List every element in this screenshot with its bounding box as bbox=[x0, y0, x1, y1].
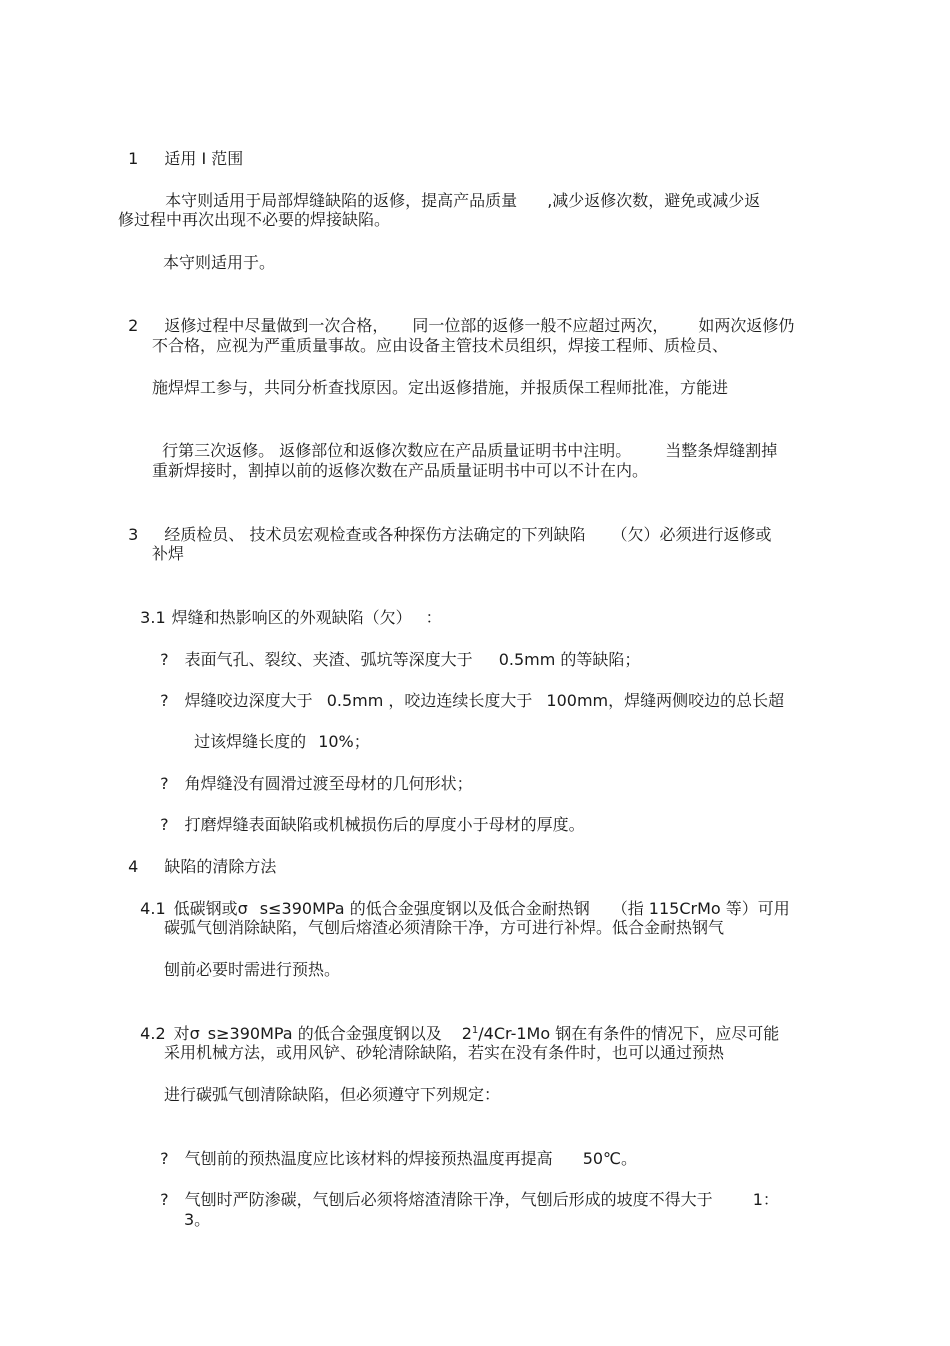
section-4-heading bbox=[118, 834, 276, 878]
text-segment: 100mm，焊缝两侧咬边的总长超 bbox=[546, 691, 785, 710]
bullet-item bbox=[150, 1167, 779, 1211]
text-segment: 角焊缝没有圆滑过渡至母材的几何形状； bbox=[184, 774, 473, 793]
section-title: 缺陷的清除方法 bbox=[164, 857, 277, 876]
paragraph-line: 不合格，应视为严重质量事故。应由设备主管技术员组织，焊接工程师、质检员、 bbox=[152, 336, 729, 355]
section-3-line bbox=[118, 502, 771, 546]
subsection-4-1-line bbox=[130, 876, 790, 920]
section-title: 适用 I 范围 bbox=[164, 149, 244, 168]
subsection-3-1-heading bbox=[130, 585, 442, 629]
bullet-icon: ? bbox=[160, 691, 169, 710]
text-segment: 低碳钢或σ bbox=[173, 899, 248, 918]
bullet-item bbox=[150, 792, 585, 836]
text-segment: 50℃。 bbox=[582, 1149, 638, 1168]
text-segment: 10%； bbox=[318, 732, 370, 751]
subsection-title: 焊缝和热影响区的外观缺陷（欠） bbox=[171, 608, 412, 627]
text-segment: 当整条焊缝割掉 bbox=[665, 441, 778, 460]
paragraph-line: 采用机械方法，或用风铲、砂轮清除缺陷，若实在没有条件时，也可以通过预热 bbox=[164, 1043, 725, 1062]
text-segment: 1： bbox=[752, 1190, 779, 1209]
section-number: 2 bbox=[128, 316, 139, 335]
paragraph-line bbox=[152, 418, 777, 462]
text-segment: 2 bbox=[461, 1024, 472, 1043]
superscript: 1 bbox=[471, 1025, 479, 1036]
text-segment: 同一位部的返修一般不应超过两次， bbox=[412, 316, 669, 335]
text-segment: （指 115CrMo 等）可用 bbox=[611, 899, 790, 918]
text-segment: s≥390MPa 的低合金强度钢以及 bbox=[207, 1024, 442, 1043]
paragraph-line bbox=[184, 709, 370, 753]
section-number: 3 bbox=[128, 525, 139, 544]
paragraph-line: 重新焊接时，割掉以前的返修次数在产品质量证明书中可以不计在内。 bbox=[152, 461, 649, 480]
bullet-icon: ? bbox=[160, 1149, 169, 1168]
paragraph-line: 进行碳弧气刨清除缺陷，但必须遵守下列规定： bbox=[164, 1085, 501, 1104]
bullet-icon: ? bbox=[160, 1190, 169, 1209]
paragraph-line: 修过程中再次出现不必要的焊接缺陷。 bbox=[118, 210, 391, 229]
paragraph-line bbox=[155, 168, 760, 212]
text-segment: 对σ bbox=[173, 1024, 200, 1043]
text-segment: 本守则适用于局部焊缝缺陷的返修，提高产品质量 bbox=[165, 191, 518, 210]
paragraph-line: 施焊焊工参与，共同分析查找原因。定出返修措施，并报质保工程师批准，方能进 bbox=[152, 378, 729, 397]
text-segment: 表面气孔、裂纹、夹渣、弧坑等深度大于 bbox=[184, 650, 473, 669]
text-segment: ： bbox=[425, 608, 442, 627]
text-segment: 打磨焊缝表面缺陷或机械损伤后的厚度小于母材的厚度。 bbox=[184, 815, 585, 834]
text-segment: 气刨时严防渗碳，气刨后必须将熔渣清除干净，气刨后形成的坡度不得大于 bbox=[184, 1190, 713, 1209]
bullet-item bbox=[150, 751, 473, 795]
paragraph-line: 3。 bbox=[184, 1210, 211, 1229]
section-1-heading bbox=[118, 126, 243, 170]
paragraph-line: 刨前必要时需进行预热。 bbox=[164, 960, 341, 979]
bullet-icon: ? bbox=[160, 650, 169, 669]
text-segment: 0.5mm 的等缺陷； bbox=[498, 650, 641, 669]
section-2-line bbox=[118, 293, 794, 337]
text-segment: 如两次返修仍 bbox=[698, 316, 795, 335]
text-segment: 0.5mm ，咬边连续长度大于 bbox=[326, 691, 533, 710]
subsection-number: 4.2 bbox=[140, 1024, 166, 1043]
bullet-item bbox=[150, 668, 784, 712]
text-segment: 过该焊缝长度的 bbox=[194, 732, 307, 751]
text-segment: 焊缝咬边深度大于 bbox=[184, 691, 313, 710]
paragraph-line: 碳弧气刨消除缺陷，气刨后熔渣必须清除干净，方可进行补焊。低合金耐热钢气 bbox=[164, 918, 725, 937]
text-segment: s≤390MPa 的低合金强度钢以及低合金耐热钢 bbox=[259, 899, 590, 918]
paragraph-line: 补焊 bbox=[152, 544, 185, 563]
bullet-item bbox=[150, 627, 640, 671]
bullet-icon: ? bbox=[160, 815, 169, 834]
paragraph-line: 本守则适用于。 bbox=[163, 253, 276, 272]
text-segment: /4Cr-1Mo 钢在有条件的情况下，应尽可能 bbox=[478, 1024, 780, 1043]
subsection-number: 3.1 bbox=[140, 608, 166, 627]
subsection-number: 4.1 bbox=[140, 899, 166, 918]
text-segment: 返修过程中尽量做到一次合格， bbox=[164, 316, 389, 335]
section-number: 1 bbox=[128, 149, 139, 168]
text-segment: 气刨前的预热温度应比该材料的焊接预热温度再提高 bbox=[184, 1149, 553, 1168]
subsection-4-2-line bbox=[130, 1001, 779, 1045]
text-segment: ,减少返修次数，避免或减少返 bbox=[547, 191, 761, 210]
text-segment: （欠）必须进行返修或 bbox=[611, 525, 772, 544]
bullet-icon: ? bbox=[160, 774, 169, 793]
text-segment: 经质检员、 技术员宏观检查或各种探伤方法确定的下列缺陷 bbox=[164, 525, 586, 544]
text-segment: 行第三次返修。 返修部位和返修次数应在产品质量证明书中注明。 bbox=[162, 441, 632, 460]
bullet-item bbox=[150, 1126, 637, 1170]
section-number: 4 bbox=[128, 857, 139, 876]
